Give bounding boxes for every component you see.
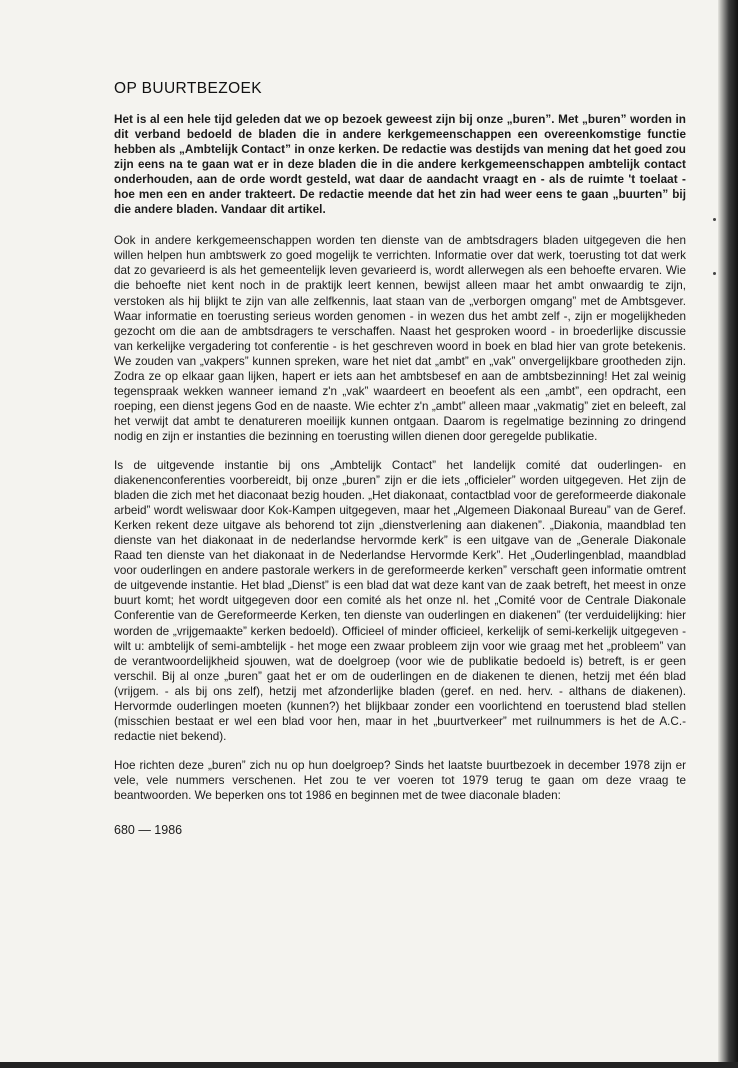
intro-paragraph: Het is al een hele tijd geleden dat we op bezoek geweest zijn bij onze „buren”. Met „buren” worden in dit verband bedoeld de bladen die in andere kerkgemeenschappen een overeenkomstige functie hebben als „Ambtelijk Contact” in onze kerken. De redactie was destijds van mening dat het goed zou zijn eens na te gaan wat er in deze bladen die in die andere kerkgemeenschappen ambtelijk contact onderhouden, aan de orde wordt gesteld, wat daar de aandacht vraagt en - als de ruimte 't toelaat - hoe men een en ander trakteert. De redactie meende dat het zin had weer eens te gaan „buurten” bij die andere bladen. Vandaar dit artikel. <box>114 113 686 217</box>
page-mark <box>713 218 716 221</box>
body-paragraph-3: Hoe richten deze „buren” zich nu op hun doelgroep? Sinds het laatste buurtbezoek in december 1978 zijn er vele, vele nummers verschenen. Het zou te ver voeren tot 1979 terug te gaan om deze vraag te beantwoorden. We beperken ons tot 1986 en beginnen met de twee diaconale bladen: <box>114 758 686 802</box>
body-paragraph-1: Ook in andere kerkgemeenschappen worden ten dienste van de ambtsdragers bladen uitgegeven die hen willen helpen hun ambtswerk zo goed mogelijk te verrichten. Informatie over dat werk, toerusting tot dat werk dat zo gevarieerd is als het gemeentelijk leven gevarieerd is, wordt allerwegen als een behoefte ervaren. Wie die behoefte niet kent noch in de praktijk leert kennen, bewijst alleen maar het ambt onwaardig te zijn, verstoken als hij blijkt te zijn van alle zelfkennis, laat staan van de „verborgen omgang” met de Ambtsgever. Waar informatie en toerusting serieus worden genomen - in wezen dus het ambt zelf -, zijn er mogelijkheden gezocht om die aan de ambtsdragers te verschaffen. Naast het gesproken woord - in broederlijke discussie van kerkelijke vergadering tot conferentie - is het geschreven woord in boek en blad hier van grote betekenis. We zouden van „vakpers” kunnen spreken, ware het niet dat „ambt” en „vak” onvergelijkbare grootheden zijn. Zodra ze op elkaar gaan lijken, hapert er iets aan het ambtsbesef en aan de ambtsbezinning! Het zal weinig tegenspraak wekken wanneer iemand z'n „vak” waardeert en beoefent als een „ambt”, een opdracht, een roeping, een dienst jegens God en de naaste. Wie echter z'n „ambt” alleen maar „vakmatig” ziet en beleeft, zal het verwijt dat ambt te denatureren moeilijk kunnen ontgaan. Daarom is regelmatige bezinning zo dringend nodig en zijn er instanties die bezinning en toerusting willen dienen door geregelde publikatie. <box>114 234 686 443</box>
article <box>114 80 686 837</box>
scan-edge-bottom <box>0 1062 738 1068</box>
scan-edge-right <box>718 0 738 1068</box>
page-number: 680 — 1986 <box>114 823 183 838</box>
body-paragraph-2: Is de uitgevende instantie bij ons „Ambtelijk Contact” het landelijk comité dat ouderlingen- en diakenenconferenties voorbereidt, bij onze „buren” zijn er die iets „officieler” worden uitgegeven. Het zijn de bladen die zich met het diaconaat bezig houden. „Het diakonaat, contactblad voor de gereformeerde diakonale arbeid” wordt weliswaar door Kok-Kampen uitgegeven, maar het „Algemeen Diakonaal Bureau” van de Geref. Kerken rekent deze uitgave als behorend tot zijn „dienstverlening aan diakenen”. „Diakonia, maandblad ten dienste van het diakonaat in de nederlandse hervormde kerk” is een uitgave van de „Generale Diakonale Raad ten dienste van het diakonaat in de Nederlandse Hervormde Kerk”. Het „Ouderlingenblad, maandblad voor ouderlingen en andere pastorale werkers in de gereformeerde kerken” verschaft geen informatie omtrent de uitgevende instantie. Het blad „Dienst” is een blad dat wat deze kant van de zaak betreft, het meest in onze buurt komt; het wordt uitgegeven door een comité als het onze nl. het „Comité voor de Centrale Diakonale Conferentie van de Gereformeerde Kerken, ten dienste van ouderlingen en diakenen” (ter verduidelijking: hier worden de „vrijgemaakte” kerken bedoeld). Officieel of minder officieel, kerkelijk of semi-kerkelijk uitgegeven - wilt u: ambtelijk of semi-ambtelijk - het moge een zwaar probleem zijn voor wie graag met het „probleem” van de verantwoordelijkheid sjouwen, wat de doelgroep (voor wie de publikatie bedoeld is) betreft, is er geen verschil. Bij al onze „buren” gaat het er om de ouderlingen en de diakenen te dienen, hetzij met één blad (vrijgem. - als bij ons zelf), hetzij met afzonderlijke bladen (geref. en ned. herv. - althans de diakenen). Hervormde ouderlingen moeten (kunnen?) het blijkbaar zonder een voorlichtend en toerustend blad stellen (misschien bestaat er wel een blad voor hen, maar in het „buurtverkeer” met ruilnummers is het de A.C.-redactie niet bekend). <box>114 458 686 743</box>
page-mark <box>713 272 716 275</box>
article-heading: OP BUURTBEZOEK <box>114 80 263 97</box>
